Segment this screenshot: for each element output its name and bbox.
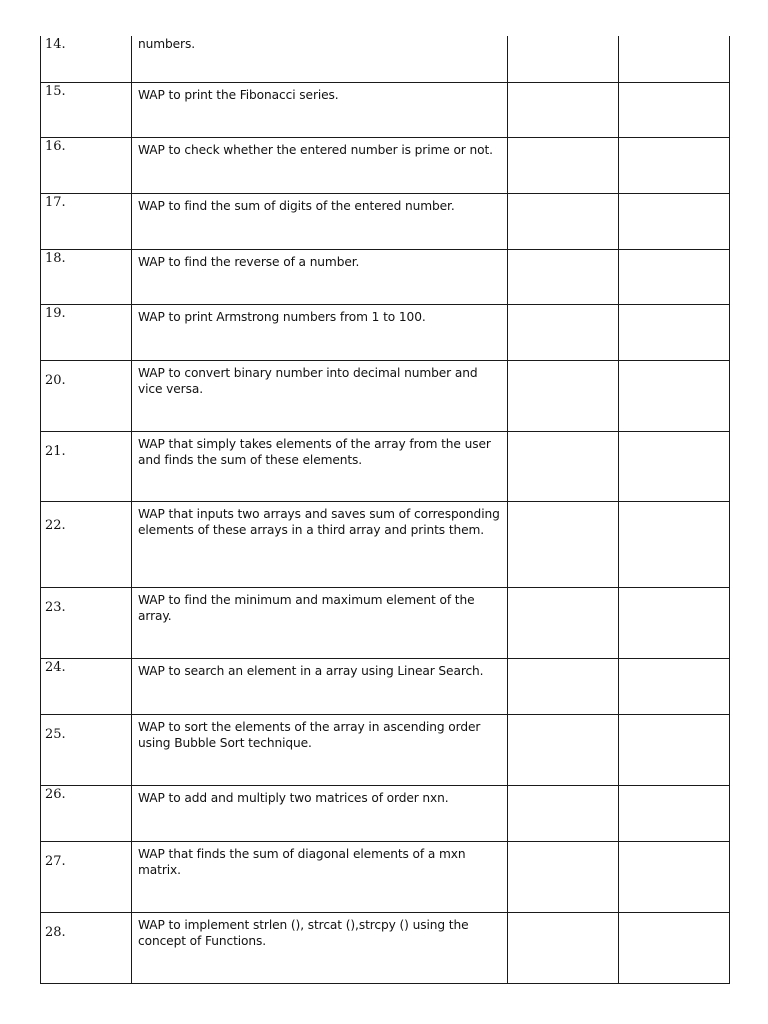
blank-cell — [619, 82, 730, 137]
row-description-cell — [132, 785, 508, 841]
row-number-cell — [41, 587, 132, 658]
blank-cell — [619, 193, 730, 249]
row-description: WAP to print Armstrong numbers from 1 to 100. — [138, 309, 426, 324]
row-description: WAP to sort the elements of the array in ascending order using Bubble Sort technique. — [138, 719, 481, 750]
table-row — [41, 36, 730, 82]
row-number: 21. — [45, 443, 66, 459]
blank-cell — [508, 304, 619, 360]
row-number-cell — [41, 841, 132, 912]
row-description: WAP to convert binary number into decimal number and vice versa. — [138, 365, 478, 396]
table-row — [41, 714, 730, 785]
row-description: WAP to find the reverse of a number. — [138, 254, 360, 269]
row-description: WAP that simply takes elements of the array from the user and finds the sum of these elements. — [138, 436, 491, 467]
row-number: 18. — [45, 250, 66, 266]
row-description: WAP to print the Fibonacci series. — [138, 87, 339, 102]
blank-cell — [619, 501, 730, 587]
table-row — [41, 137, 730, 193]
program-list-table — [40, 36, 730, 984]
row-number-cell — [41, 36, 132, 82]
row-number-cell — [41, 431, 132, 501]
blank-cell — [619, 587, 730, 658]
row-description-cell — [132, 249, 508, 304]
row-number-cell — [41, 785, 132, 841]
blank-cell — [619, 841, 730, 912]
row-description-cell — [132, 501, 508, 587]
row-number-cell — [41, 304, 132, 360]
row-description: WAP to find the minimum and maximum element of the array. — [138, 592, 475, 623]
blank-cell — [619, 360, 730, 431]
blank-cell — [619, 304, 730, 360]
row-number: 26. — [45, 786, 66, 802]
table-row — [41, 912, 730, 983]
row-number: 24. — [45, 659, 66, 675]
table-row — [41, 658, 730, 714]
blank-cell — [508, 137, 619, 193]
row-description-cell — [132, 714, 508, 785]
row-number-cell — [41, 501, 132, 587]
row-description: WAP that finds the sum of diagonal elements of a mxn matrix. — [138, 846, 466, 877]
row-number: 14. — [45, 37, 66, 52]
row-description-cell — [132, 36, 508, 82]
blank-cell — [619, 36, 730, 82]
blank-cell — [619, 658, 730, 714]
row-number: 25. — [45, 726, 66, 742]
blank-cell — [619, 912, 730, 983]
blank-cell — [508, 249, 619, 304]
table-row — [41, 360, 730, 431]
row-number: 15. — [45, 83, 66, 99]
blank-cell — [508, 431, 619, 501]
blank-cell — [619, 431, 730, 501]
row-description-cell — [132, 431, 508, 501]
blank-cell — [508, 587, 619, 658]
row-number-cell — [41, 714, 132, 785]
row-description-cell — [132, 304, 508, 360]
row-description: WAP that inputs two arrays and saves sum of corresponding elements of these arrays in a third array and prints them. — [138, 506, 500, 537]
blank-cell — [619, 137, 730, 193]
row-description-cell — [132, 587, 508, 658]
row-description: WAP to find the sum of digits of the entered number. — [138, 198, 455, 213]
row-number-cell — [41, 658, 132, 714]
blank-cell — [619, 249, 730, 304]
row-number-cell — [41, 360, 132, 431]
row-number-cell — [41, 249, 132, 304]
row-description: WAP to implement strlen (), strcat (),strcpy () using the concept of Functions. — [138, 917, 469, 948]
table-row — [41, 841, 730, 912]
row-number: 23. — [45, 599, 66, 615]
row-number-cell — [41, 137, 132, 193]
row-description-cell — [132, 841, 508, 912]
row-number-cell — [41, 82, 132, 137]
row-description: WAP to add and multiply two matrices of order nxn. — [138, 790, 449, 805]
row-description-cell — [132, 912, 508, 983]
table-row — [41, 431, 730, 501]
row-description: WAP to check whether the entered number is prime or not. — [138, 142, 493, 157]
blank-cell — [508, 785, 619, 841]
blank-cell — [508, 658, 619, 714]
blank-cell — [619, 785, 730, 841]
table-row — [41, 501, 730, 587]
blank-cell — [508, 912, 619, 983]
blank-cell — [508, 82, 619, 137]
row-number-cell — [41, 193, 132, 249]
table-row — [41, 82, 730, 137]
row-description: numbers. — [138, 37, 195, 51]
row-description-cell — [132, 137, 508, 193]
table-row — [41, 193, 730, 249]
row-description: WAP to search an element in a array using Linear Search. — [138, 663, 484, 678]
row-number: 27. — [45, 853, 66, 869]
row-number-cell — [41, 912, 132, 983]
row-number: 28. — [45, 924, 66, 940]
row-description-cell — [132, 193, 508, 249]
row-number: 16. — [45, 138, 66, 154]
table-row — [41, 304, 730, 360]
table-row — [41, 587, 730, 658]
table-row — [41, 249, 730, 304]
row-description-cell — [132, 82, 508, 137]
blank-cell — [508, 36, 619, 82]
table-row — [41, 785, 730, 841]
blank-cell — [508, 841, 619, 912]
blank-cell — [508, 193, 619, 249]
blank-cell — [508, 501, 619, 587]
row-number: 17. — [45, 194, 66, 210]
row-description-cell — [132, 360, 508, 431]
row-number: 22. — [45, 517, 66, 533]
row-number: 20. — [45, 372, 66, 388]
row-number: 19. — [45, 305, 66, 321]
blank-cell — [508, 714, 619, 785]
blank-cell — [508, 360, 619, 431]
blank-cell — [619, 714, 730, 785]
row-description-cell — [132, 658, 508, 714]
